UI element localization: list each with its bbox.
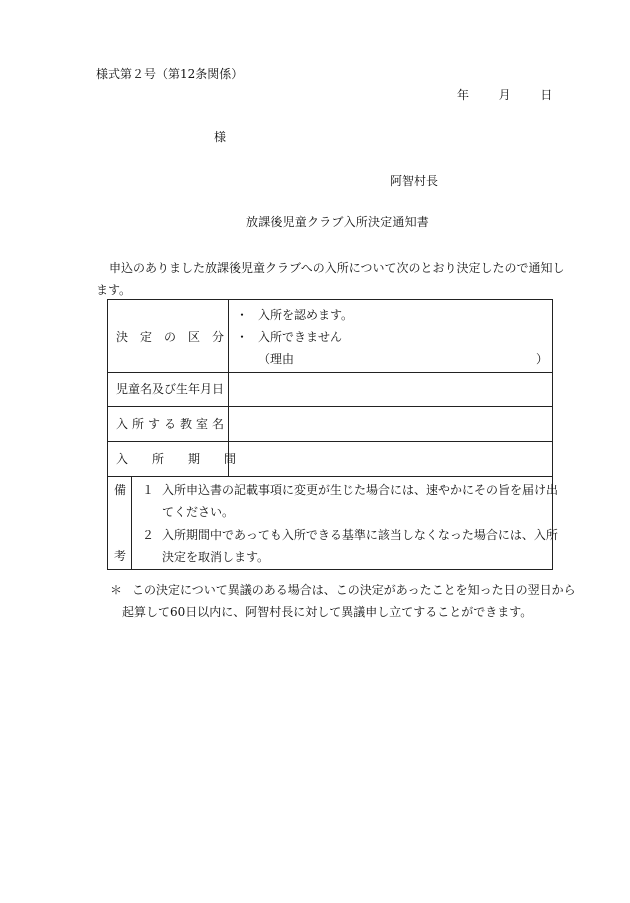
remark-2-line-1: 入所期間中であっても入所できる基準に該当しなくなった場合には、入所: [162, 528, 558, 542]
row-label-decision: 決 定 の 区 分: [116, 330, 225, 344]
row-label-period: 入 所 期 間: [116, 452, 237, 466]
remark-1-line-2: てください。: [162, 505, 235, 519]
remark-2-number: ２: [142, 528, 155, 542]
asterisk-mark: ＊: [110, 583, 123, 597]
row-label-classroom: 入所する教室名: [116, 417, 229, 431]
date-year-label: 年: [457, 88, 470, 102]
date-day-label: 日: [540, 88, 553, 102]
intro-line-2: ます。: [96, 283, 132, 297]
document-title: 放課後児童クラブ入所決定通知書: [246, 215, 430, 229]
form-number: 様式第２号（第12条関係）: [96, 67, 244, 81]
objection-line-2: 起算して60日以内に、阿智村長に対して異議申し立てすることができます。: [122, 605, 533, 619]
option-accept: 入所を認めます。: [258, 308, 354, 322]
remark-1-line-1: 入所申込書の記載事項に変更が生じた場合には、速やかにその旨を届け出: [162, 483, 559, 497]
issuer: 阿智村長: [390, 174, 439, 188]
remarks-label-bottom: 考: [114, 549, 127, 563]
objection-notice: [110, 579, 580, 623]
date-line: [457, 89, 552, 101]
row-label-child-name: 児童名及び生年月日: [116, 382, 225, 396]
intro-paragraph: [96, 257, 576, 301]
remark-1-number: １: [142, 483, 155, 497]
bullet-reject: ・: [236, 330, 249, 344]
reason-close: ）: [536, 352, 549, 366]
option-reject: 入所できません: [258, 330, 343, 344]
remark-2-line-2: 決定を取消します。: [162, 550, 270, 564]
reason-open: （理由: [258, 352, 295, 366]
objection-line-1: この決定について異議のある場合は、この決定があったことを知った日の翌日から: [132, 583, 576, 597]
remarks-label-top: 備: [114, 483, 127, 497]
intro-line-1: 申込のありました放課後児童クラブへの入所について次のとおり決定したので通知し: [109, 261, 565, 275]
date-month-label: 月: [498, 88, 511, 102]
addressee-suffix: 様: [214, 130, 227, 144]
decision-form-table: [107, 299, 559, 570]
bullet-accept: ・: [236, 308, 249, 322]
